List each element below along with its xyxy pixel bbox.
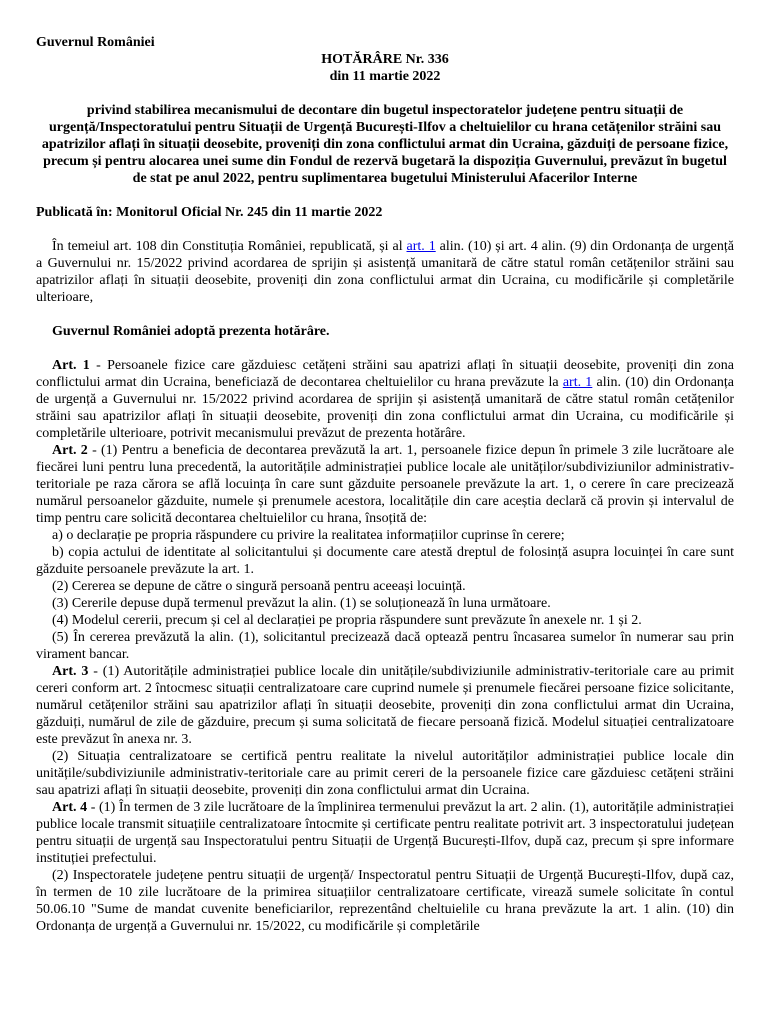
decision-date: din 11 martie 2022 [329,69,441,84]
article-2 [36,442,734,527]
issuer: Guvernul României [36,35,155,50]
art-1-link[interactable]: art. 1 [406,239,436,254]
article-1-label: Art. 1 [52,358,90,373]
decision-number: HOTĂRÂRE Nr. 336 [321,52,449,67]
article-4-para-1: - (1) În termen de 3 zile lucrătoare de la împlinirea termenului prevăzut la art. 2 alin. (1), autoritățile administrației publice locale transmit situațiile centralizatoare întocmite și certificate pentru realitate potrivit art. 3 inspectoratului județean pentru situații de urgență sau Inspectoratului pentru Situații de Urgență București-Ilfov, după caz, precum și spre informare instituției prefectului. [36,800,734,866]
article-1 [36,357,734,442]
article-1-text-1: - Persoanele fizice care găzduiesc cetățeni străini sau apatrizi aflați în situații deosebite, proveniți din zona conflictului armat din Ucraina, beneficiază de decontarea cheltuielilor cu hrana prevăzute la [36,358,734,390]
article-2-letter-a: a) o declarație pe propria răspundere cu privire la realitatea informațiilor cuprinse în cerere; [52,528,565,543]
article-3 [36,663,734,748]
article-2-para-5: (5) În cererea prevăzută la alin. (1), solicitantul precizează dacă optează pentru încasarea sumelor în numerar sau prin virament bancar. [36,630,734,662]
preamble [36,238,734,306]
article-4-label: Art. 4 [52,800,88,815]
article-3-para-1: - (1) Autoritățile administrației publice locale din unitățile/subdiviziunile administrativ-teritoriale care au primit cereri conform art. 2 întocmesc situații centralizatoare care cuprind numele și prenumele fiecărei persoane fizice solicitante, numărul cetățenilor străini sau apatrizilor aflați în situații deosebite, proveniți din zona conflictului armat din Ucraina, găzduiți, numărul de zile de găzduire, precum și suma solicitată de fiecare persoană fizică. Modelul situației centralizatoare este prevăzut în anexa nr. 3. [36,664,734,747]
article-2-letter-b: b) copia actului de identitate al solicitantului și documente care atestă dreptul de folosință asupra locuinței în care sunt găzduite persoanele prevăzute la art. 1. [36,545,734,577]
article-2-para-2: (2) Cererea se depune de către o singură persoană pentru aceeași locuință. [52,579,466,594]
publication-note: Publicată în: Monitorul Oficial Nr. 245 din 11 martie 2022 [36,205,383,220]
article-2-para-4: (4) Modelul cererii, precum și cel al declarației pe propria răspundere sunt prevăzute în anexele nr. 1 și 2. [52,613,642,628]
preamble-text-1: În temeiul art. 108 din Constituția României, republicată, și al [52,239,407,254]
article-2-para-3: (3) Cererile depuse după termenul prevăzut la alin. (1) se soluționează în luna următoare. [52,596,551,611]
adoption-statement: Guvernul României adoptă prezenta hotărâre. [52,324,330,339]
article-3-label: Art. 3 [52,664,89,679]
article-4-para-2: (2) Inspectoratele județene pentru situații de urgență/ Inspectoratul pentru Situații de Urgență București-Ilfov, după caz, în termen de 10 zile lucrătoare de la primirea situațiilor centralizatoare certificate, virează sumele solicitate în contul 50.06.10 "Sume de mandat cuvenite beneficiarilor, reprezentând cheltuielile cu hrana prevăzute la art. 1 alin. (10) din Ordonanța de urgență a Guvernului nr. 15/2022, cu modificările și completările [36,868,734,934]
art-1-link[interactable]: art. 1 [562,375,593,390]
article-2-label: Art. 2 [52,443,88,458]
article-4 [36,799,734,867]
decision-subject: privind stabilirea mecanismului de decontare din bugetul inspectoratelor județene pentru situații de urgență/Inspectoratului pentru Situații de Urgență București-Ilfov a cheltuielilor cu hrana cetățenilor străini sau apatrizilor aflați în situații deosebite, proveniți din zona conflictului armat din Ucraina, găzduiți de persoane fizice, precum și pentru alocarea unei sume din Fondul de rezervă bugetară la dispoziția Guvernului, prevăzut în bugetul de stat pe anul 2022, pentru suplimentarea bugetului Ministerului Afacerilor Interne [41,103,729,186]
article-2-para-1: - (1) Pentru a beneficia de decontarea prevăzută la art. 1, persoanele fizice depun în primele 3 zile lucrătoare ale fiecărei luni pentru luna precedentă, la autoritățile administrației publice locale ale unităților/subdiviziunilor administrativ-teritoriale pe raza cărora se află locuința în care sunt găzduite persoanele prevăzute la art. 1, o cerere în care precizează numărul persoanelor găzduite, numele și prenumele acestora, localitățile din care aceștia declară că provin și intervalul de timp pentru care solicită decontarea cheltuielilor cu hrana, însoțită de: [36,443,734,526]
article-1-text-2: alin. (10) din Ordonanța de urgență a Guvernului nr. 15/2022 privind acordarea de sprijin și asistență umanitară de către statul român cetățenilor străini sau apatrizilor aflați în situații deosebite, proveniți din zona conflictului armat din Ucraina, cu modificările și completările ulterioare, potrivit mecanismului prevăzut de prezenta hotărâre. [36,375,735,441]
article-3-para-2: (2) Situația centralizatoare se certifică pentru realitate la nivelul autorităților administrației publice locale din unitățile/subdiviziunile administrativ-teritoriale care au primit cereri de la persoanele fizice care găzduiesc cetățeni străini sau apatrizi aflați în situații deosebite, proveniți din zona conflictului armat din Ucraina. [36,749,734,798]
preamble-text-2: alin. (10) și art. 4 alin. (9) din Ordonanța de urgență a Guvernului nr. 15/2022 privind acordarea de sprijin și asistență umanitară de către statul român cetățenilor străini sau apatrizilor aflați în situații deosebite, proveniți din zona conflictului armat din Ucraina, cu modificările și completările ulterioare, [36,239,734,305]
